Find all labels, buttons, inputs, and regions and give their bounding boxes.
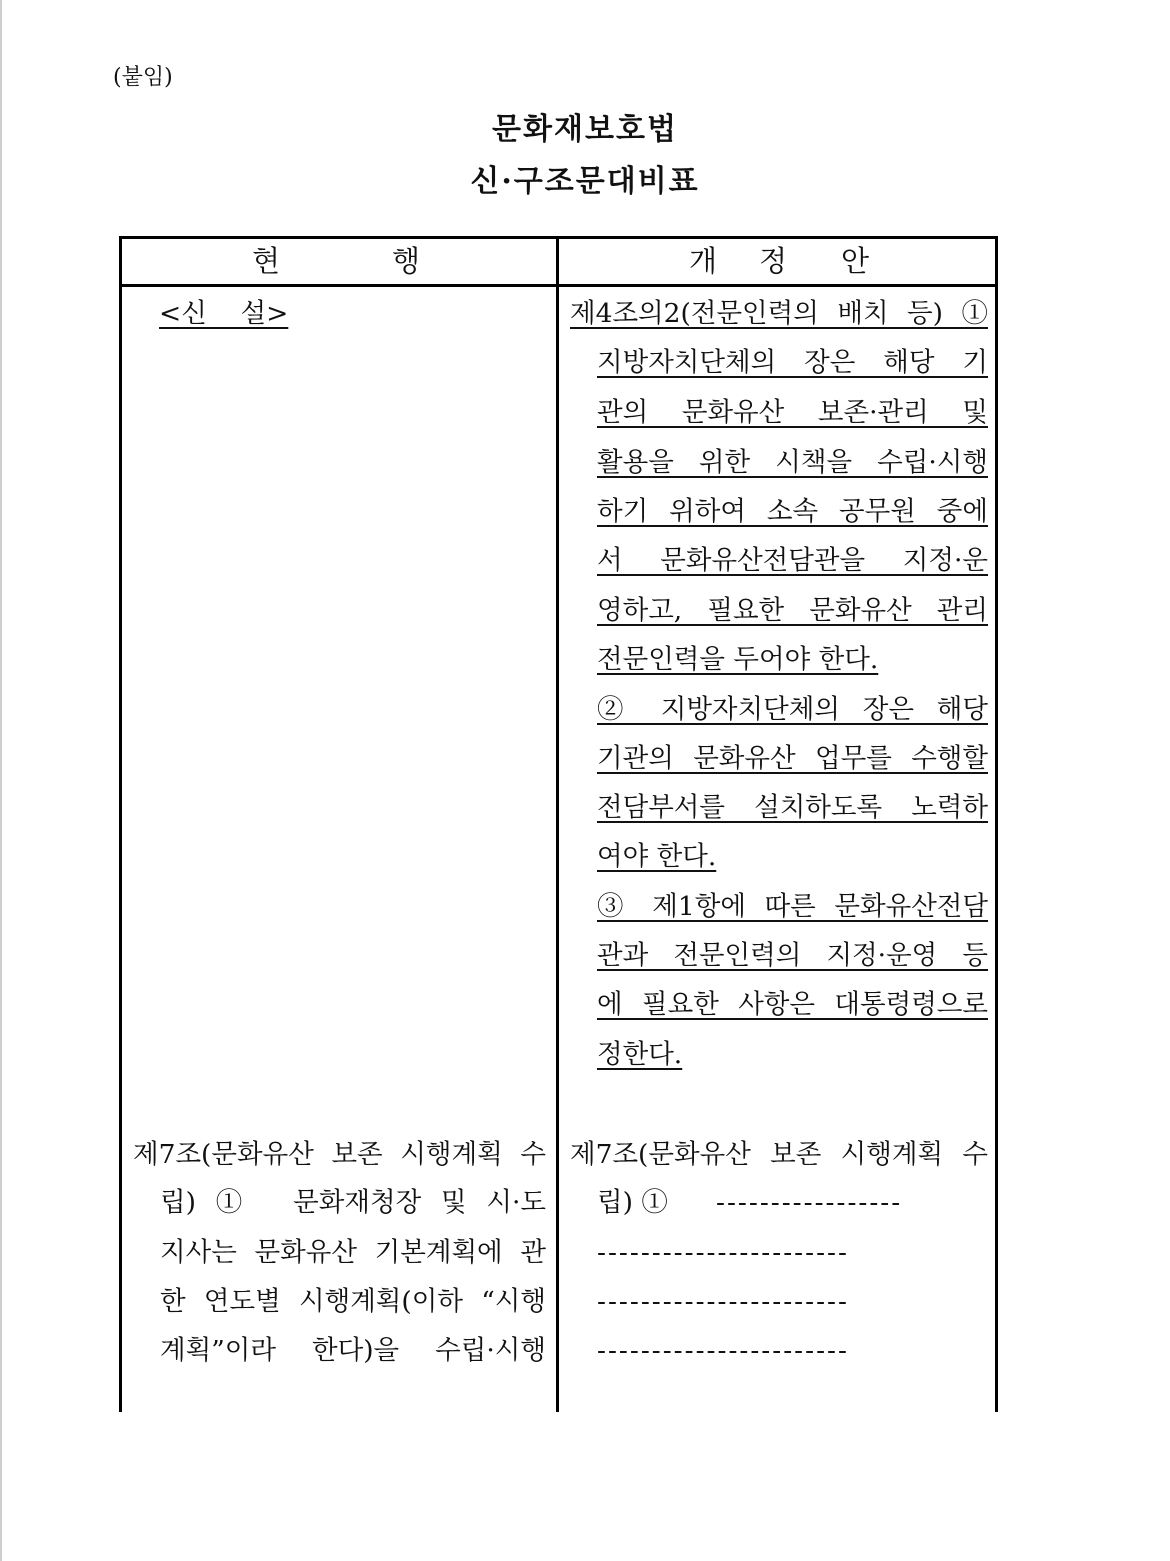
current-line: 지사는 문화유산 기본계획에 관 bbox=[160, 1237, 546, 1268]
header-current-char-1: 현 bbox=[252, 244, 281, 278]
current-line: 제7조(문화유산 보존 시행계획 수 bbox=[133, 1139, 546, 1170]
header-current bbox=[122, 238, 556, 284]
document-title: 문화재보호법 bbox=[492, 112, 678, 147]
header-revised-char-1: 개 bbox=[689, 244, 718, 278]
table-middle-border bbox=[556, 236, 559, 1412]
header-revised-char-2: 정 bbox=[759, 244, 788, 278]
revised-line: 관과 전문인력의 지정·운영 등 bbox=[597, 940, 988, 971]
new-provision-marker: <신 설> bbox=[159, 298, 289, 329]
current-line: 계획”이라 한다)을 수립·시행 bbox=[160, 1335, 546, 1366]
revised-dash-line: ----------------------- bbox=[597, 1335, 849, 1366]
revised-line: ② 지방자치단체의 장은 해당 bbox=[597, 694, 988, 725]
revised-line: 전담부서를 설치하도록 노력하 bbox=[597, 792, 988, 823]
attachment-label: (붙임) bbox=[113, 65, 173, 90]
revised-line: 활용을 위한 시책을 수립·시행 bbox=[597, 447, 988, 478]
document-subtitle: 신·구조문대비표 bbox=[470, 164, 700, 199]
revised-line: 하기 위하여 소속 공무원 중에 bbox=[597, 496, 988, 527]
header-revised bbox=[559, 238, 995, 284]
revised-line: 제7조(문화유산 보존 시행계획 수 bbox=[570, 1139, 988, 1170]
revised-dash-line: ----------------- bbox=[716, 1187, 903, 1218]
header-revised-char-3: 안 bbox=[841, 244, 870, 278]
revised-line: 여야 한다. bbox=[597, 841, 717, 872]
revised-line: ③ 제1항에 따른 문화유산전담 bbox=[597, 891, 988, 922]
current-line: 한 연도별 시행계획(이하 “시행 bbox=[160, 1286, 546, 1317]
revised-line: 관의 문화유산 보존·관리 및 bbox=[597, 397, 988, 428]
page-edge bbox=[0, 0, 2, 1561]
revised-line: 영하고, 필요한 문화유산 관리 bbox=[597, 595, 988, 626]
revised-line: 기관의 문화유산 업무를 수행할 bbox=[597, 743, 988, 774]
table-left-border bbox=[119, 236, 122, 1412]
revised-line: 서 문화유산전담관을 지정·운 bbox=[597, 545, 988, 576]
revised-dash-line: ----------------------- bbox=[597, 1286, 849, 1317]
revised-dash-line: ----------------------- bbox=[597, 1237, 849, 1268]
header-current-char-2: 행 bbox=[392, 244, 421, 278]
current-line: 립) ① 문화재청장 및 시·도 bbox=[160, 1187, 546, 1218]
revised-line: 에 필요한 사항은 대통령령으로 bbox=[597, 989, 988, 1020]
revised-line: 전문인력을 두어야 한다. bbox=[597, 644, 879, 675]
revised-line: 제4조의2(전문인력의 배치 등) ① bbox=[570, 298, 988, 329]
revised-line: 정한다. bbox=[597, 1039, 683, 1070]
revised-line: 지방자치단체의 장은 해당 기 bbox=[597, 347, 988, 378]
revised-line: 립) ① bbox=[597, 1187, 668, 1218]
table-right-border bbox=[995, 236, 998, 1412]
